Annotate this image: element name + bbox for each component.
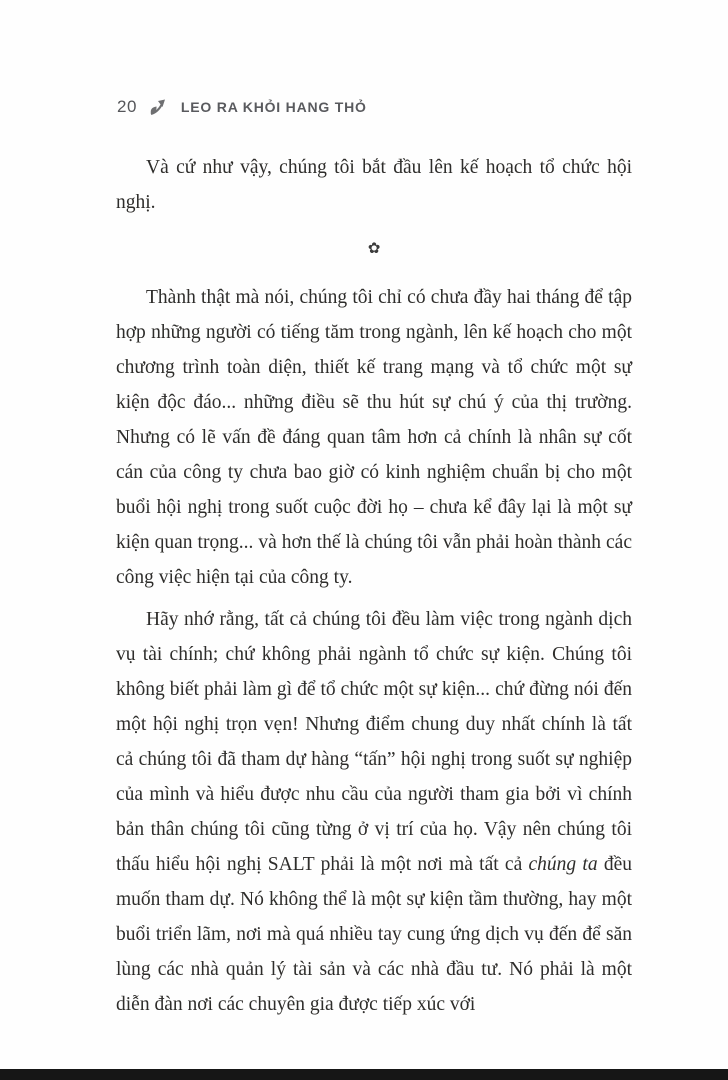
paragraph-2: Thành thật mà nói, chúng tôi chỉ có chưa đầy hai tháng để tập hợp những người có tiếng tăm trong ngành, lên kế hoạch cho một chương trình toàn diện, thiết kế trang mạng và tổ chức một sự kiện độc đáo... những điều sẽ thu hút sự chú ý của thị trường. Nhưng có lẽ vấn đề đáng quan tâm hơn cả chính là nhân sự cốt cán của công ty chưa bao giờ có kinh nghiệm chuẩn bị cho một buổi hội nghị trong suốt cuộc đời họ – chưa kể đây lại là một sự kiện quan trọng... và hơn thế là chúng tôi vẫn phải hoàn thành các công việc hiện tại của công ty. <box>116 287 632 588</box>
page-number: 20 <box>117 97 137 116</box>
page-body <box>116 150 632 1022</box>
emphasized-text: chúng ta <box>528 854 598 875</box>
paragraph-3 <box>116 602 632 1022</box>
paragraph-3-text-after: đều muốn tham dự. Nó không thể là một sự kiện tầm thường, hay một buổi triển lãm, nơi mà quá nhiều tay cung ứng dịch vụ đến để săn lùng các nhà quản lý tài sản và các nhà đầu tư. Nó phải là một diễn đàn nơi các chuyên gia được tiếp xúc với <box>116 854 633 1015</box>
sprout-arrow-icon <box>148 98 170 116</box>
bottom-edge-bar <box>0 1069 728 1080</box>
running-title: LEO RA KHỎI HANG THỎ <box>180 99 367 115</box>
page-header <box>117 97 638 117</box>
paragraph-3-text-before: Hãy nhớ rằng, tất cả chúng tôi đều làm việc trong ngành dịch vụ tài chính; chứ không phải ngành tổ chức sự kiện. Chúng tôi không biết phải làm gì để tổ chức một sự kiện... chứ đừng nói đến một hội nghị trọn vẹn! Nhưng điểm chung duy nhất chính là tất cả chúng tôi đã tham dự hàng “tấn” hội nghị trong suốt sự nghiệp của mình và hiểu được nhu cầu của người tham gia bởi vì chính bản thân chúng tôi cũng từng ở vị trí của họ. Vậy nên chúng tôi thấu hiểu hội nghị SALT phải là một nơi mà tất cả <box>116 609 632 875</box>
section-divider-flower-icon: ✿ <box>367 239 381 257</box>
paragraph-1: Và cứ như vậy, chúng tôi bắt đầu lên kế hoạch tổ chức hội nghị. <box>116 157 632 213</box>
